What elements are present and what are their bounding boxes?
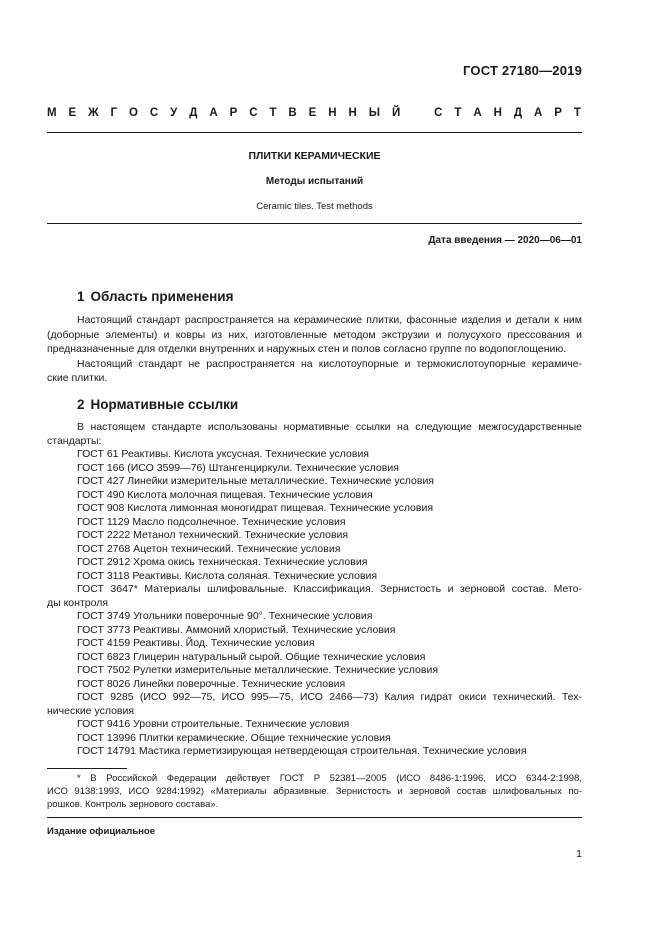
- banner-letter: Г: [110, 107, 118, 119]
- paragraph-line: (доборные элементы) и ковры из них, изготовленные методом экструзии и полусухого прессования и: [47, 328, 582, 341]
- banner-letter: Ы: [368, 107, 381, 119]
- banner-letter: Д: [513, 107, 523, 119]
- reference-item: ГОСТ 9416 Уровни строительные. Технические условия: [77, 718, 350, 730]
- paragraph-line: В настоящем стандарте использованы нормативные ссылки на следующие межгосударственные: [77, 421, 582, 433]
- section-number: 2: [77, 397, 85, 412]
- document-code: ГОСТ 27180—2019: [463, 63, 582, 78]
- section-number: 1: [77, 289, 85, 304]
- reference-item: ГОСТ 2768 Ацетон технический. Технические условия: [77, 542, 341, 555]
- banner-letter: У: [170, 107, 178, 119]
- section-title: Нормативные ссылки: [90, 397, 239, 412]
- reference-item: ГОСТ 3749 Угольники поверочные 90°. Технические условия: [77, 610, 373, 622]
- banner-letter: А: [533, 107, 543, 119]
- banner-letter: Н: [348, 107, 357, 119]
- banner-letter: Й: [391, 107, 401, 119]
- banner-letter: Н: [328, 107, 337, 119]
- footnote-line: * В Российской Федерации действует ГОСТ Р 52381—2005 (ИСО 8486-1:1996, ИСО 6344-2:1998,: [77, 773, 582, 784]
- reference-item: ГОСТ 7502 Рулетки измерительные металлические. Технические условия: [77, 664, 439, 676]
- paragraph-line: ские плитки.: [47, 372, 108, 384]
- footnote-line: рошков. Контроль зернового состава».: [47, 799, 219, 810]
- paragraph-line: Настоящий стандарт распространяется на керамические плитки, фасонные изделия и детали к ним: [77, 314, 582, 326]
- reference-item: ГОСТ 61 Реактивы. Кислота уксусная. Технические условия: [77, 448, 369, 460]
- bottom-rule: [47, 817, 582, 818]
- banner-letter: М: [47, 107, 57, 119]
- reference-item: ГОСТ 1129 Масло подсолнечное. Технические условия: [77, 515, 346, 528]
- footnote: [47, 772, 582, 812]
- banner-letter: О: [128, 107, 138, 119]
- banner-letter: Ж: [88, 107, 99, 119]
- banner-letter: С: [434, 107, 443, 119]
- banner-gap: [412, 107, 422, 119]
- interstate-standard-banner: [47, 107, 581, 119]
- reference-item: ГОСТ 2222 Метанол технический. Технические условия: [77, 529, 349, 541]
- header-rule: [47, 132, 582, 133]
- reference-item: ГОСТ 2912 Хрома окись техническая. Технические условия: [77, 556, 368, 568]
- footnote-rule: [47, 768, 127, 769]
- paragraph-line: стандарты:: [47, 434, 102, 447]
- banner-letter: Р: [229, 107, 238, 119]
- banner-letter: Н: [493, 107, 502, 119]
- reference-item: ГОСТ 3118 Реактивы. Кислота соляная. Технические условия: [77, 569, 378, 582]
- reference-item: ГОСТ 8026 Линейки поверочные. Технические условия: [77, 677, 346, 690]
- banner-letter: Т: [454, 107, 462, 119]
- reference-item: ГОСТ 490 Кислота молочная пищевая. Технические условия: [77, 488, 373, 501]
- reference-item: ГОСТ 4159 Реактивы. Йод. Технические условия: [77, 637, 315, 649]
- section-1-body: [47, 313, 582, 393]
- banner-letter: Е: [68, 107, 77, 119]
- standard-subtitle: Методы испытаний: [265, 176, 364, 187]
- reference-item: ГОСТ 166 (ИСО 3599—76) Штангенциркули. Технические условия: [77, 461, 399, 474]
- reference-item: ГОСТ 427 Линейки измерительные металлические. Технические условия: [77, 475, 434, 487]
- standard-title-english: Ceramic tiles. Test methods: [256, 201, 373, 212]
- banner-letter: С: [249, 107, 258, 119]
- standard-title: ПЛИТКИ КЕРАМИЧЕСКИЕ: [248, 150, 381, 162]
- introduction-date: Дата введения — 2020—06—01: [428, 235, 582, 246]
- banner-letter: В: [288, 107, 297, 119]
- banner-letter: Т: [573, 107, 581, 119]
- reference-item: ГОСТ 9285 (ИСО 992—75, ИСО 995—75, ИСО 2466—73) Калия гидрат окиси технический. Тех-: [77, 691, 582, 703]
- page-number: 1: [576, 848, 582, 860]
- banner-letter: Е: [308, 107, 317, 119]
- reference-item: ГОСТ 13996 Плитки керамические. Общие технические условия: [77, 731, 391, 744]
- reference-item: ГОСТ 908 Кислота лимонная моногидрат пищевая. Технические условия: [77, 502, 434, 514]
- paragraph-line: Настоящий стандарт не распространяется на кислотоупорные и термокислотоупорные керамиче-: [77, 357, 582, 370]
- footnote-line: ИСО 9138:1993, ИСО 9284:1992) «Материалы абразивные. Зернистость и зерновой состав шлифовальных по-: [47, 786, 582, 797]
- section-2-heading: [77, 397, 238, 412]
- section-2-body: [47, 420, 582, 760]
- reference-item: ГОСТ 3773 Реактивы. Аммоний хлористый. Технические условия: [77, 623, 396, 636]
- banner-letter: Р: [554, 107, 562, 119]
- banner-letter: А: [209, 107, 218, 119]
- reference-item-continuation: нические условия: [47, 704, 135, 717]
- section-title: Область применения: [90, 289, 234, 304]
- reference-item-continuation: ды контроля: [47, 596, 109, 609]
- reference-item: ГОСТ 3647* Материалы шлифовальные. Классификация. Зернистость и зерновой состав. Мето-: [77, 583, 582, 595]
- reference-item: ГОСТ 6823 Глицерин натуральный сырой. Общие технические условия: [77, 650, 426, 663]
- banner-letter: Т: [269, 107, 277, 119]
- paragraph-line: предназначенные для отделки внутренних и наружных стен и полов согласно группе по водопоглощению.: [47, 343, 567, 355]
- banner-letter: Д: [189, 107, 198, 119]
- reference-item: ГОСТ 14791 Мастика герметизирующая нетвердеющая строительная. Технические условия: [77, 745, 527, 757]
- banner-letter: С: [149, 107, 159, 119]
- title-rule: [47, 223, 582, 224]
- section-1-heading: [77, 289, 233, 304]
- edition-label: Издание официальное: [47, 826, 155, 837]
- banner-letter: А: [473, 107, 482, 119]
